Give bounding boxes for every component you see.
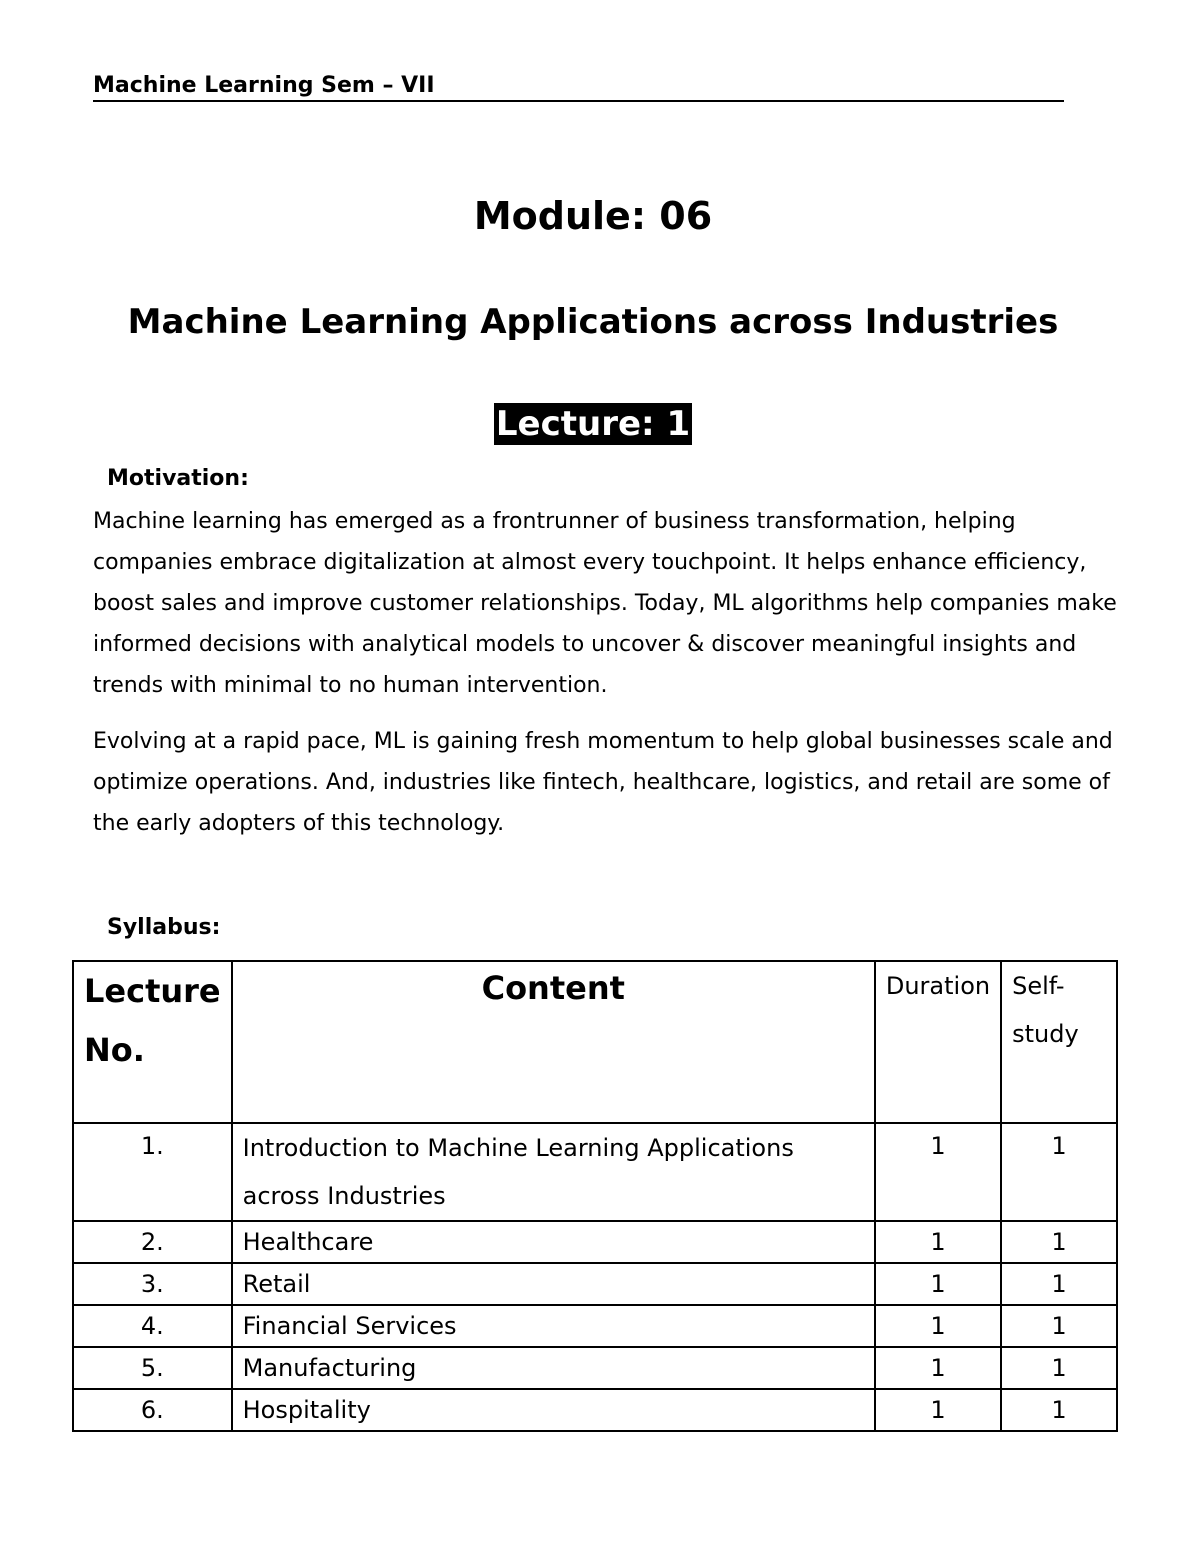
lecture-duration: 1: [875, 1221, 1001, 1263]
lecture-self-study: 1: [1001, 1347, 1117, 1389]
lecture-self-study: 1: [1001, 1221, 1117, 1263]
lecture-number: 2.: [73, 1221, 232, 1263]
lecture-self-study: 1: [1001, 1263, 1117, 1305]
lecture-content: Retail: [232, 1263, 875, 1305]
lecture-number: 3.: [73, 1263, 232, 1305]
column-header-lecture-no: Lecture No.: [73, 961, 232, 1123]
lecture-self-study: 1: [1001, 1305, 1117, 1347]
syllabus-table: [72, 960, 1118, 1432]
motivation-paragraph-2: Evolving at a rapid pace, ML is gaining fresh momentum to help global businesses scale and optimize operations. And, industries like fintech, healthcare, logistics, and retail are some of the early adopters of this technology.: [93, 729, 1113, 836]
lecture-duration: 1: [875, 1263, 1001, 1305]
lecture-content: Healthcare: [232, 1221, 875, 1263]
lecture-number: 5.: [73, 1347, 232, 1389]
lecture-label: Lecture: 1: [495, 404, 691, 444]
module-title: Module: 06: [473, 194, 713, 238]
lecture-content: Manufacturing: [232, 1347, 875, 1389]
lecture-duration: 1: [875, 1123, 1001, 1221]
lecture-content: Financial Services: [232, 1305, 875, 1347]
column-header-content: Content: [232, 961, 875, 1123]
table-row: [73, 1263, 1117, 1305]
lecture-content: Introduction to Machine Learning Applications across Industries: [232, 1123, 875, 1221]
column-header-self-study: Self-study: [1001, 961, 1117, 1123]
lecture-number: 1.: [73, 1123, 232, 1221]
lecture-duration: 1: [875, 1305, 1001, 1347]
lecture-self-study: 1: [1001, 1123, 1117, 1221]
page-header: Machine Learning Sem – VII: [93, 72, 1064, 102]
lecture-number: 4.: [73, 1305, 232, 1347]
table-row: [73, 1305, 1117, 1347]
lecture-content: Hospitality: [232, 1389, 875, 1431]
syllabus-heading: Syllabus:: [107, 915, 221, 940]
lecture-number: 6.: [73, 1389, 232, 1431]
table-row: [73, 1221, 1117, 1263]
lecture-self-study: 1: [1001, 1389, 1117, 1431]
table-row: [73, 1123, 1117, 1221]
table-row: [73, 1347, 1117, 1389]
lecture-label-wrapper: [0, 403, 1186, 445]
lecture-duration: 1: [875, 1347, 1001, 1389]
motivation-heading: Motivation:: [107, 466, 249, 491]
table-row: [73, 1389, 1117, 1431]
column-header-duration: Duration: [875, 961, 1001, 1123]
table-header-row: [73, 961, 1117, 1123]
document-title: Machine Learning Applications across Industries: [127, 302, 1059, 342]
motivation-paragraph-1: Machine learning has emerged as a frontrunner of business transformation, helping companies embrace digitalization at almost every touchpoint. It helps enhance efficiency, boost sales and improve customer relationships. Today, ML algorithms help companies make informed decisions with analytical models to uncover & discover meaningful insights and trends with minimal to no human intervention.: [93, 509, 1117, 698]
lecture-duration: 1: [875, 1389, 1001, 1431]
